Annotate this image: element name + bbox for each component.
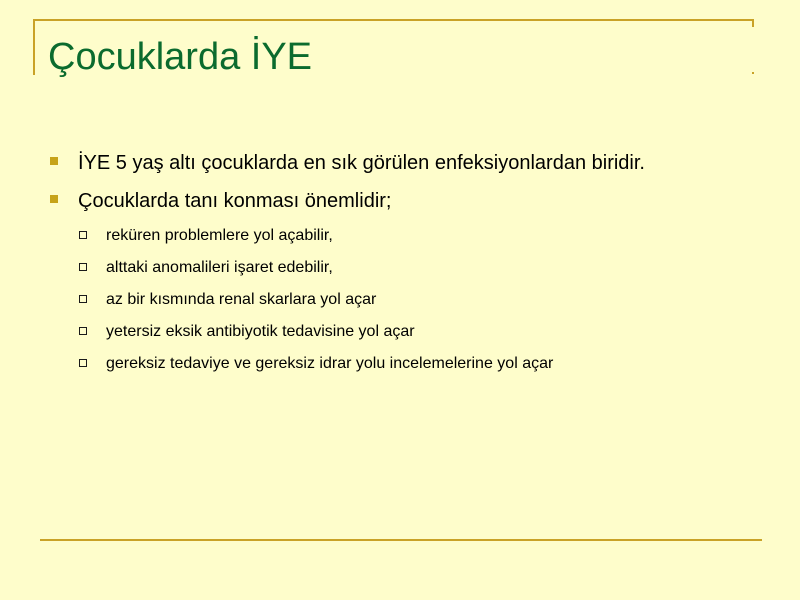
sub-bullet-text: gereksiz tedaviye ve gereksiz idrar yolu incelemelerine yol açar [106,355,554,372]
bullet-item [48,146,768,184]
bottom-rule [40,539,762,541]
sub-bullet-item [48,351,768,383]
bullet-item [48,184,768,222]
hollow-square-bullet-icon [79,327,87,335]
title-frame-left-rule [33,19,35,75]
sub-bullet-text: reküren problemlere yol açabilir, [106,227,333,244]
title-frame-corner-mark [752,72,754,74]
sub-bullet-item [48,223,768,255]
bullet-text: Çocuklarda tanı konması önemlidir; [78,190,392,212]
hollow-square-bullet-icon [79,231,87,239]
sub-bullet-text: alttaki anomalileri işaret edebilir, [106,259,333,276]
hollow-square-bullet-icon [79,263,87,271]
sub-bullet-text: az bir kısmında renal skarlara yol açar [106,291,377,308]
sub-bullet-list [48,223,768,383]
title-frame-top-rule [33,19,754,21]
sub-bullet-item [48,255,768,287]
slide-title: Çocuklarda İYE [48,36,313,78]
hollow-square-bullet-icon [79,295,87,303]
slide-content [48,146,768,383]
sub-bullet-text: yetersiz eksik antibiyotik tedavisine yol açar [106,323,415,340]
filled-square-bullet-icon [50,157,58,165]
hollow-square-bullet-icon [79,359,87,367]
bullet-text: İYE 5 yaş altı çocuklarda en sık görülen enfeksiyonlardan biridir. [78,152,645,174]
sub-bullet-item [48,319,768,351]
filled-square-bullet-icon [50,195,58,203]
sub-bullet-item [48,287,768,319]
title-frame-right-rule [752,19,754,27]
